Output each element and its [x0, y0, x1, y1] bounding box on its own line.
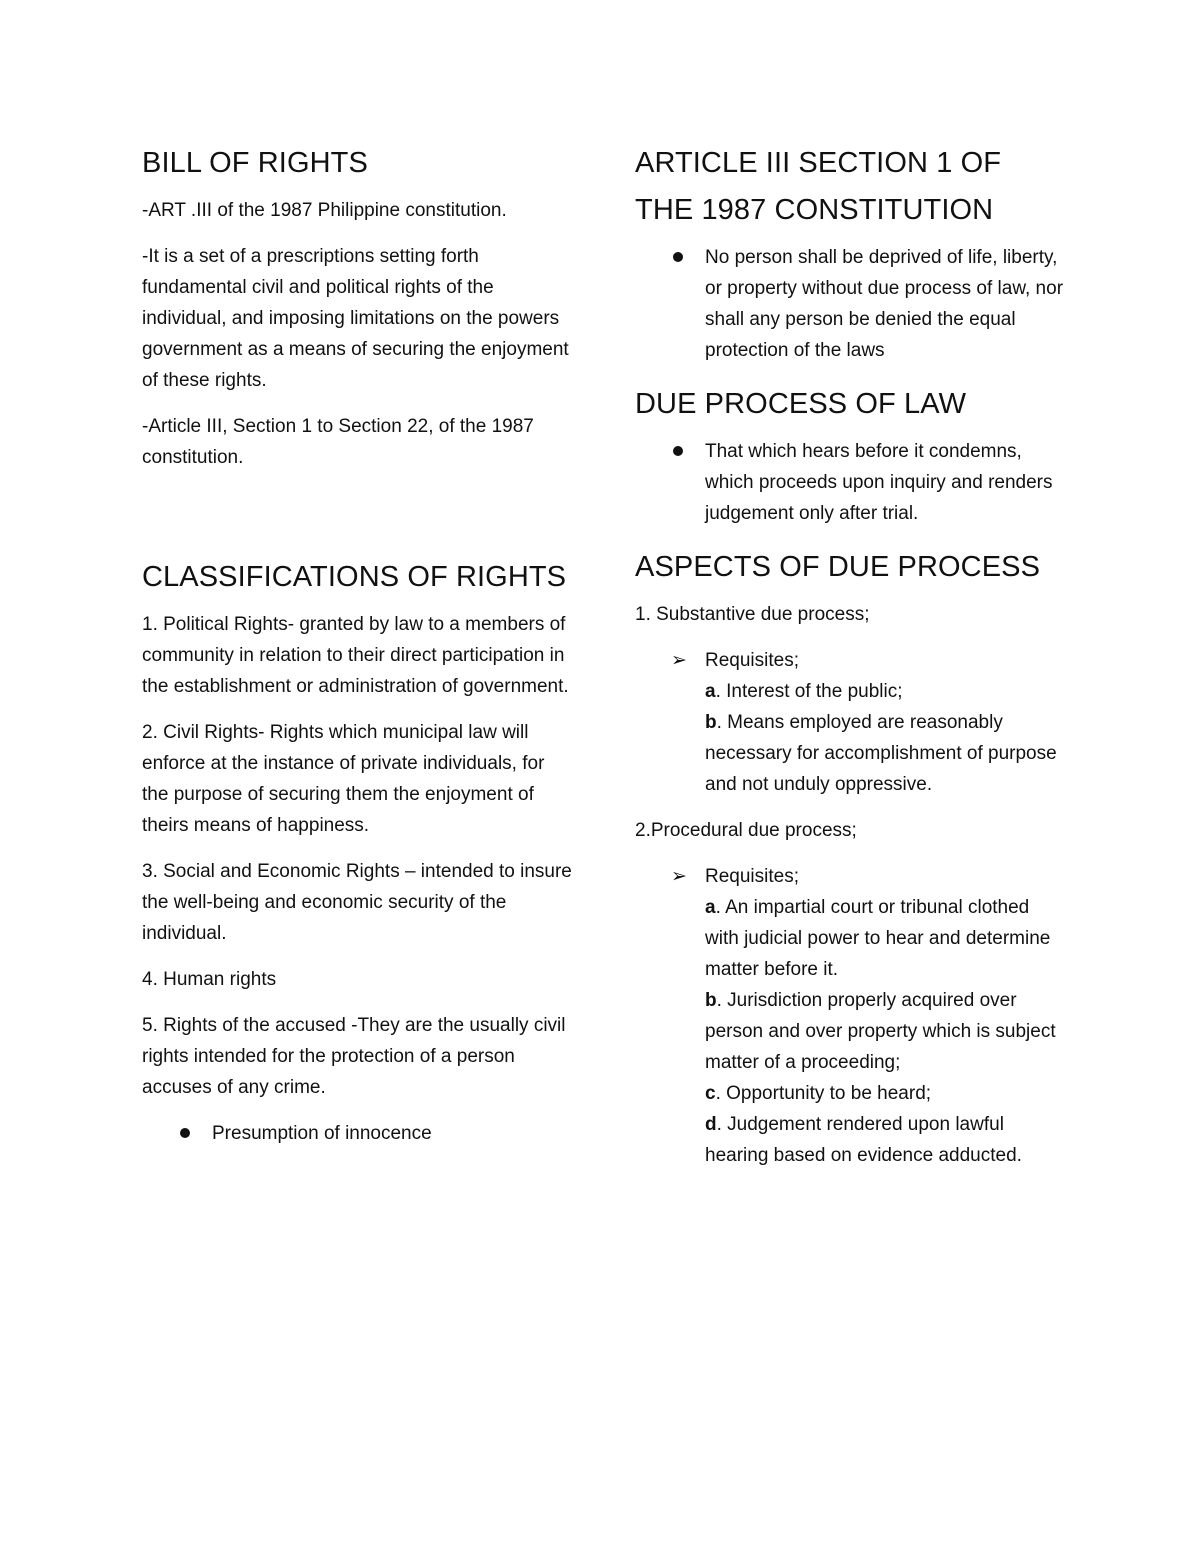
classification-civil: 2. Civil Rights- Rights which municipal law will enforce at the instance of private individuals, for the purpose of securing them the enjoyment of theirs means of happiness. [142, 722, 545, 836]
list-item: ➢ Requisites; a. Interest of the public; b. Means employed are reasonably necessary for accomplishment of purpose and not unduly oppressive. [635, 645, 1065, 800]
heading-aspects-of-due-process: ASPECTS OF DUE PROCESS [635, 551, 1041, 583]
bullet-icon [673, 252, 683, 262]
bullet-icon [673, 446, 683, 456]
aspect-substantive: 1. Substantive due process; [635, 604, 870, 625]
requisite-c: c. Opportunity to be heard; [705, 1083, 932, 1104]
requisite-a: a. An impartial court or tribunal clothed with judicial power to hear and determine matter before it. [705, 897, 1051, 980]
arrow-bullet-icon: ➢ [671, 650, 687, 671]
list-item: Presumption of innocence [142, 1118, 572, 1149]
paragraph-definition: -It is a set of a prescriptions setting forth fundamental civil and political rights of the individual, and imposing limitations on the powers government as a means of securing the enjoyment of these rights. [142, 246, 569, 391]
procedural-requisites [635, 861, 1065, 1171]
requisite-b: b. Means employed are reasonably necessary for accomplishment of purpose and not unduly oppressive. [705, 712, 1057, 795]
requisite-d: d. Judgement rendered upon lawful hearing based on evidence adducted. [705, 1114, 1022, 1166]
right-column [635, 140, 1065, 1186]
list-item: No person shall be deprived of life, liberty, or property without due process of law, nor shall any person be denied the equal protection of the laws [635, 242, 1065, 366]
section-1-list [635, 242, 1065, 366]
bullet-icon [180, 1128, 190, 1138]
left-column [142, 140, 572, 1164]
aspect-procedural: 2.Procedural due process; [635, 820, 857, 841]
paragraph-sections: -Article III, Section 1 to Section 22, of the 1987 constitution. [142, 416, 534, 468]
list-item: That which hears before it condemns, which proceeds upon inquiry and renders judgement only after trial. [635, 436, 1065, 529]
requisite-b: b. Jurisdiction properly acquired over person and over property which is subject matter of a proceeding; [705, 990, 1056, 1073]
arrow-bullet-icon: ➢ [671, 866, 687, 887]
requisite-a: a. Interest of the public; [705, 681, 903, 702]
accused-rights-list [142, 1118, 572, 1149]
paragraph-art-iii: -ART .III of the 1987 Philippine constitution. [142, 200, 507, 221]
due-process-list [635, 436, 1065, 529]
heading-due-process-of-law: DUE PROCESS OF LAW [635, 388, 967, 420]
heading-bill-of-rights: BILL OF RIGHTS [142, 147, 368, 179]
classification-accused: 5. Rights of the accused -They are the usually civil rights intended for the protection of a person accuses of any crime. [142, 1015, 566, 1098]
classification-political: 1. Political Rights- granted by law to a members of community in relation to their direct participation in the establishment or administration of government. [142, 614, 569, 697]
substantive-requisites [635, 645, 1065, 800]
heading-classifications: CLASSIFICATIONS OF RIGHTS [142, 561, 567, 593]
classification-social-economic: 3. Social and Economic Rights – intended to insure the well-being and economic security of the individual. [142, 861, 572, 944]
classification-human: 4. Human rights [142, 969, 277, 990]
list-item: ➢ Requisites; a. An impartial court or tribunal clothed with judicial power to hear and determine matter before it. b. Jurisdiction properly acquired over person and over property which is subject matter of a proceeding; c. Opportunity to be heard; d. Judgement rendered upon lawful hearing based on evidence adducted. [635, 861, 1065, 1171]
heading-article-iii-section-1: ARTICLE III SECTION 1 OF THE 1987 CONSTITUTION [635, 147, 1002, 226]
